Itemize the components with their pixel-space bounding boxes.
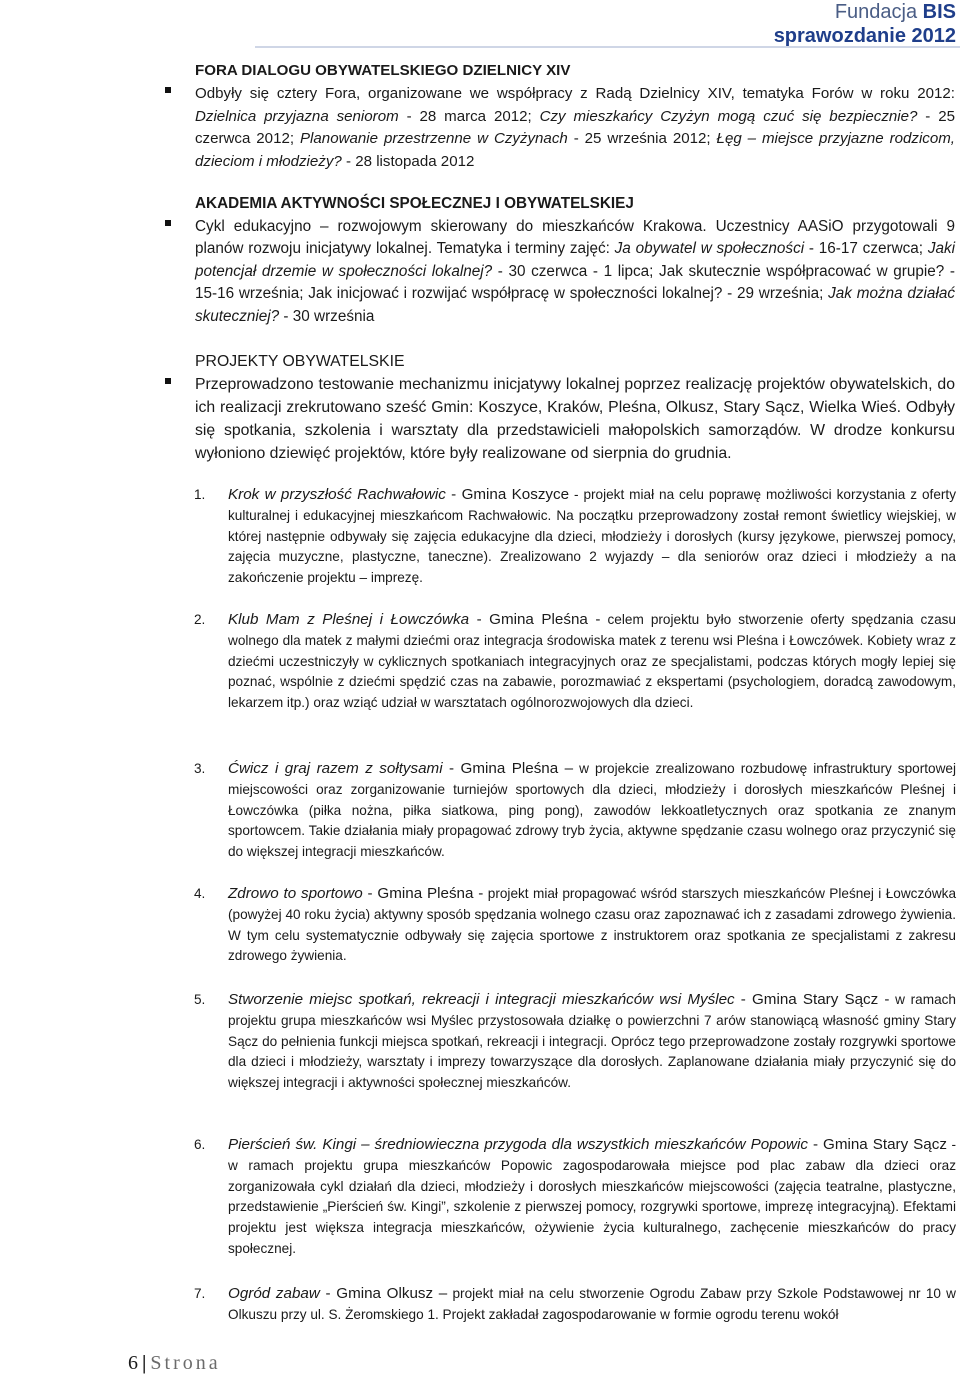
text-run: - 28 listopada 2012 — [341, 153, 475, 171]
text-run: - 30 czerwca - 1 lipca; Jak skutecznie współpracować w grupie? - 15-16 września; Jak inicjować i rozwijać współpracę w społeczności lokalnej? - 29 września; — [195, 262, 955, 303]
project-gmina: - Gmina Olkusz – — [319, 1285, 448, 1302]
item-number: 1. — [194, 487, 206, 502]
section-fora-dialogu — [195, 60, 955, 174]
section-heading: FORA DIALOGU OBYWATELSKIEGO DZIELNICY XIV — [195, 62, 571, 79]
topic-title: Planowanie przestrzenne w Czyżynach — [299, 130, 568, 148]
project-gmina: - Gmina Pleśna - — [469, 611, 601, 628]
page-header — [774, 0, 956, 48]
item-number: 3. — [194, 761, 206, 776]
header-divider — [255, 46, 960, 48]
project-description: projekt miał propagować wśród starszych mieszkańców Pleśnej i Łowczówka (powyżej 40 roku życia) aktywny sposób spędzania wolnego czasu oraz zapoznawać ich z zasadami zdrowego żywienia. W tym celu systematycznie odbywały się zajęcia sportowe z instruktorem oraz spotkania ze specjalistami z zakresu zdrowego żywienia. — [228, 886, 957, 964]
text-run: - 25 września 2012; — [567, 130, 717, 148]
project-title: Stworzenie miejsc spotkań, rekreacji i integracji mieszkańców wsi Myślec — [228, 991, 735, 1008]
section-heading: PROJEKTY OBYWATELSKIE — [195, 353, 405, 370]
item-number: 2. — [194, 612, 206, 627]
topic-title: Jaki potencjał drzemie w społeczności lokalnej? — [195, 240, 956, 280]
text-run: Cykl edukacyjno – rozwojowym skierowany do mieszkańców Krakowa. Uczestnicy AASiO przygotowali 9 planów rozwoju inicjatywy lokalnej. Tematyka i terminy zajęć: — [195, 217, 955, 258]
organization-bold: BIS — [922, 1, 956, 23]
project-item — [194, 610, 956, 714]
page-footer — [128, 1352, 221, 1375]
section-body — [195, 216, 955, 329]
page-number: 6 — [128, 1352, 138, 1374]
bullet-icon — [165, 220, 171, 226]
section-akademia — [195, 193, 955, 329]
topic-title: Jak można działać skuteczniej? — [195, 285, 955, 325]
topic-title: Ja obywatel w społeczności — [614, 240, 805, 258]
text-run: Przeprowadzono testowanie mechanizmu inicjatywy lokalnej poprzez realizację projektów obywatelskich, do ich realizacji zrekrutowano sześć Gmin: Koszyce, Kraków, Pleśna, Olkusz, Stary Sącz, Wielka Wieś. Odbyły się spotkania, szkolenia i warsztaty dla przedstawicieli małopolskich samorządów. W drodze konkursu wyłoniono dziewięć projektów, które były realizowane od sierpnia do grudnia. — [195, 375, 955, 462]
project-gmina: - Gmina Stary Sącz — [808, 1136, 947, 1153]
project-title: Pierścień św. Kingi – średniowieczna przygoda dla wszystkich mieszkańców Popowic — [228, 1136, 808, 1153]
project-description: w projekcie zrealizowano rozbudowę infrastruktury sportowej miejscowości oraz zorganizowanie turniejów sportowych dla dzieci, młodzieży i dorosłych mieszkańców Pleśnej i Łowczówka (piłka nożna, piłka siatkowa, ping pong), zawodów lekkoatletycznych oraz spotkania ze znanym sportowcem. Takie działania miały propagować zdrowy tryb życia, aktywne spędzanie czasu wolnego oraz przyczynić się do większej integracji mieszkańców. — [228, 761, 956, 860]
project-item — [194, 485, 956, 589]
bullet-icon — [165, 87, 171, 93]
project-title: Ogród zabaw — [228, 1285, 320, 1302]
text-run: - 30 września — [279, 307, 375, 325]
text-run: - 16-17 czerwca; — [804, 240, 928, 258]
project-gmina: - Gmina Stary Sącz - — [734, 991, 890, 1008]
project-item — [194, 1135, 956, 1260]
project-gmina: - Gmina Koszyce — [445, 486, 570, 503]
project-item — [194, 1284, 957, 1326]
project-gmina: - Gmina Pleśna - — [362, 885, 484, 902]
project-description: celem projektu było stworzenie oferty spędzania czasu wolnego dla matek z małymi dziećmi oraz integracja środowiska matek z terenu wsi Pleśna i Łowczówek. Kobiety wraz z dziećmi uczestniczyły w cyklicznych spotkaniach integracyjnych oraz ze specjalistami, podczas których mogły lepiej się poznać, wspólnie z dziećmi spędzić czas na zabawie, porozmawiać z ekspertami (psychologiem, doradcą zawodowym, lekarzem itp.) oraz wziąć udział w warsztatach ogólnorozwojowych dla dzieci. — [228, 612, 956, 711]
organization-name — [774, 0, 956, 24]
project-title: Klub Mam z Pleśnej i Łowczówka — [228, 611, 470, 628]
topic-title: Łęg – miejsce przyjazne rodzicom, dzieciom i młodzieży? — [195, 130, 956, 171]
organization-prefix: Fundacja — [834, 1, 923, 23]
project-gmina: - Gmina Pleśna – — [442, 760, 574, 777]
item-number: 7. — [194, 1286, 206, 1301]
project-title: Zdrowo to sportowo — [228, 885, 363, 902]
project-item — [194, 884, 957, 967]
report-title: sprawozdanie 2012 — [773, 25, 956, 47]
text-run: Odbyły się cztery Fora, organizowane we współpracy z Radą Dzielnicy XIV, tematyka Forów w roku 2012: — [195, 84, 955, 102]
section-body — [195, 83, 955, 174]
item-number: 5. — [194, 992, 206, 1007]
item-number: 4. — [194, 886, 206, 901]
project-description: w ramach projektu grupa mieszkańców wsi Myślec przystosowała działkę o powierzchni 7 arów stanowiącą własność gminy Stary Sącz do pełnienia funkcji miejsca spotkań, rekreacji i integracji. Oprócz tego przeprowadzone zostały rozgrywki sportowe dla dzieci i młodzieży, warsztaty i imprezy towarzyszące dla dorosłych. Zaplanowane działania miały przyczynić się do większej integracji i aktywności społecznej mieszkańców. — [228, 992, 956, 1091]
bullet-icon — [165, 378, 171, 384]
section-heading: AKADEMIA AKTYWNOŚCI SPOŁECZNEJ I OBYWATELSKIEJ — [195, 195, 634, 212]
project-title: Krok w przyszłość Rachwałowic — [228, 486, 446, 503]
footer-separator: | — [142, 1352, 147, 1374]
section-body — [195, 374, 955, 466]
project-item — [194, 990, 956, 1094]
project-description: - w ramach projektu grupa mieszkańców Popowic zagospodarowała miejsce pod plac zabaw dla dzieci oraz zorganizowała cykl działań dla dzieci, młodzieży i dorosłych mieszkańców miejscowości (zajęcia teatralne, plastyczne, przedstawienie „Pierścień św. Kingi”, szkolenie z pierwszej pomocy, rozgrywki sportowe, imprezę integracyjną). Efektami projektu jest większa integracja mieszkańców, ożywienie życia kulturalnego, zachęcenie mieszkańców do pracy społecznej. — [228, 1137, 956, 1256]
page-label: Strona — [150, 1352, 221, 1374]
section-projekty — [195, 351, 955, 466]
project-title: Ćwicz i graj razem z sołtysami — [228, 760, 443, 777]
project-item — [194, 759, 956, 863]
text-run: - 28 marca 2012; — [398, 107, 540, 125]
item-number: 6. — [194, 1137, 206, 1152]
topic-title: Czy mieszkańcy Czyżyn mogą czuć się bezpiecznie? — [539, 107, 918, 125]
text-run: - 25 czerwca 2012; — [195, 107, 955, 148]
topic-title: Dzielnica przyjazna seniorom — [195, 107, 399, 125]
project-description: projekt miał na celu stworzenie Ogrodu Zabaw przy Szkole Podstawowej nr 10 w Olkuszu przy ul. S. Żeromskiego 1. Projekt zakładał zagospodarowanie w formie ogrodu terenu wokół — [228, 1286, 957, 1322]
project-description: - projekt miał na celu poprawę możliwości korzystania z oferty kulturalnej i edukacyjnej mieszkańcom Rachwałowic. Na początku przeprowadzony został remont świetlicy wiejskiej, w której następnie odbywały się zajęcia edukacyjne dla dzieci, młodzieży i dorosłych (kursy językowe, pierwszej pomocy, zajęcia muzyczne, plastyczne, taneczne). Zrealizowano 2 wyjazdy – dla seniorów oraz dzieci i młodzieży a na zakończenie projektu – imprezę. — [228, 487, 956, 586]
